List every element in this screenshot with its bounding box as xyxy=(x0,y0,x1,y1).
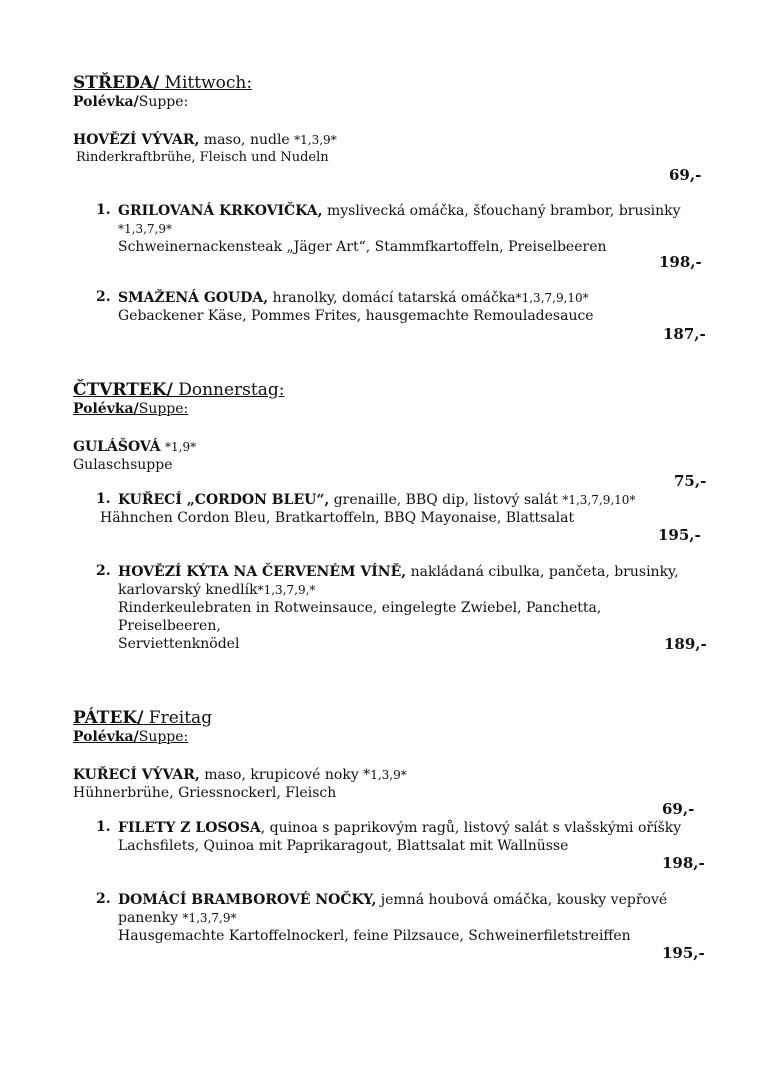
day-section-thursday xyxy=(73,380,713,474)
soup-line: GULÁŠOVÁ *1,9* xyxy=(73,439,197,455)
soup-line: KUŘECÍ VÝVAR, maso, krupicové noky *1,3,9* xyxy=(73,767,407,783)
soup-label: Polévka/Suppe: xyxy=(73,401,189,417)
menu-item: 1. GRILOVANÁ KRKOVIČKA, myslivecká omáčka, šťouchaný brambor, brusinky *1,3,7,9* Schweinernackensteak „Jäger Art“, Stammfkartoffeln, Preiselbeeren xyxy=(96,202,681,255)
menu-item: 1. KUŘECÍ „CORDON BLEU“, grenaille, BBQ dip, listový salát *1,3,7,9,10* Hähnchen Cordon Bleu, Bratkartoffeln, BBQ Mayonaise, Blattsalat xyxy=(96,491,636,526)
menu-item: 2. HOVĚZÍ KÝTA NA ČERVENÉM VÍNĚ, nakládaná cibulka, pančeta, brusinky, karlovarský knedlík*1,3,7,9,* Rinderkeulebraten in Rotweinsauce, eingelegte Zwiebel, Panchetta, Preiselbeeren, Serviettenknödel xyxy=(96,563,679,652)
day-section-friday xyxy=(73,708,713,802)
day-title: STŘEDA/ Mittwoch: xyxy=(73,73,253,93)
soup-de: Rinderkraftbrühe, Fleisch und Nudeln xyxy=(76,150,329,165)
item-price: 195,- xyxy=(658,526,701,544)
item-price: 187,- xyxy=(663,325,706,343)
item-price: 189,- xyxy=(664,635,707,653)
soup-price: 69,- xyxy=(662,800,695,818)
menu-item: 2. DOMÁCÍ BRAMBOROVÉ NOČKY, jemná houbová omáčka, kousky vepřové panenky *1,3,7,9* Hausgemachte Kartoffelnockerl, feine Pilzsauce, Schweinerfiletstreiffen xyxy=(96,891,668,944)
item-price: 198,- xyxy=(662,854,705,872)
soup-de: Gulaschsuppe xyxy=(73,457,173,473)
day-title: PÁTEK/ Freitag xyxy=(73,708,213,728)
soup-price: 69,- xyxy=(669,166,702,184)
item-price: 198,- xyxy=(659,253,702,271)
soup-label: Polévka/Suppe: xyxy=(73,729,189,745)
day-section-wednesday xyxy=(73,73,713,167)
menu-item: 1. FILETY Z LOSOSA, quinoa s paprikovým ragů, listový salát s vlašskými oříšky Lachsfilets, Quinoa mit Paprikaragout, Blattsalat mit Wallnüsse xyxy=(96,819,682,854)
soup-de: Hühnerbrühe, Griessnockerl, Fleisch xyxy=(73,785,337,801)
day-title: ČTVRTEK/ Donnerstag: xyxy=(73,380,285,400)
soup-line: HOVĚZÍ VÝVAR, maso, nudle *1,3,9* xyxy=(73,132,337,148)
menu-item: 2. SMAŽENÁ GOUDA, hranolky, domácí tatarská omáčka*1,3,7,9,10* Gebackener Käse, Pommes Frites, hausgemachte Remouladesauce xyxy=(96,289,594,324)
soup-label: Polévka/Suppe: xyxy=(73,94,189,110)
soup-price: 75,- xyxy=(674,472,707,490)
item-price: 195,- xyxy=(662,944,705,962)
